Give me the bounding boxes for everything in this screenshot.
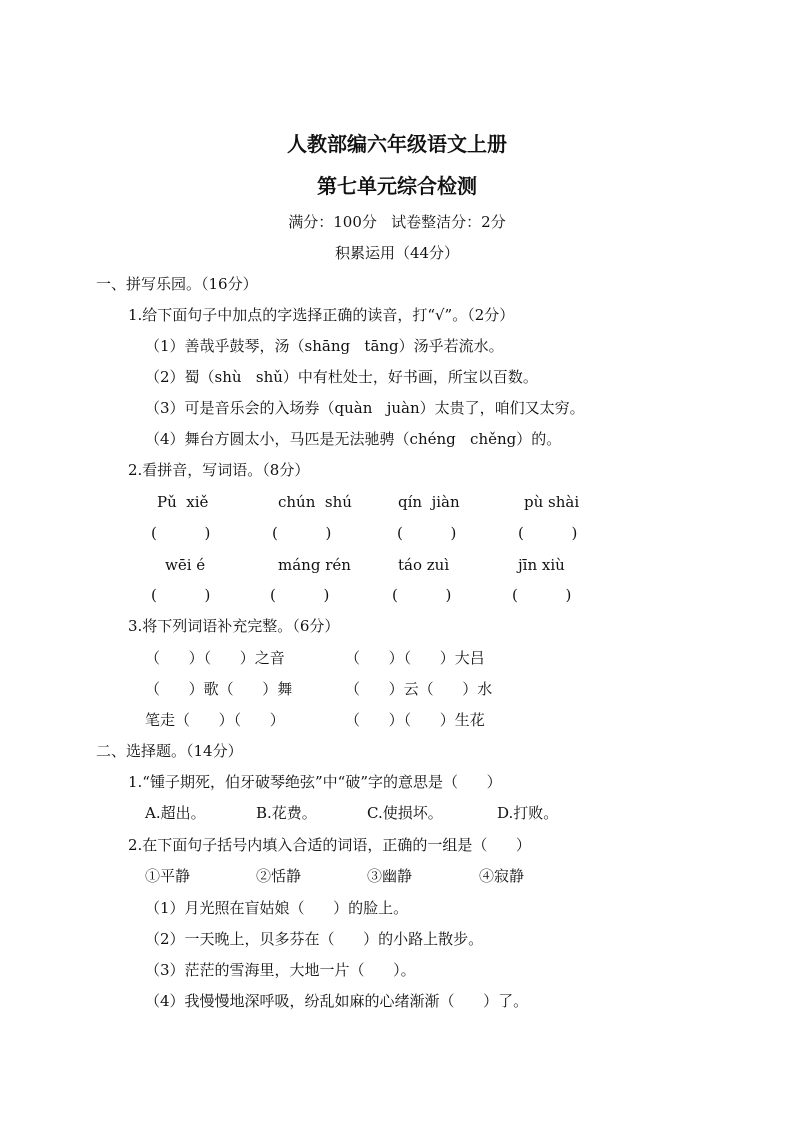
- q1-prompt: 1.给下面句子中加点的字选择正确的读音，打“√”。（2分）: [128, 306, 515, 324]
- answer-blank[interactable]: ( ): [512, 586, 572, 604]
- mc2-item: （3）茫茫的雪海里，大地一片（ ）。: [145, 961, 416, 979]
- answer-blank[interactable]: ( ): [397, 524, 457, 542]
- q1-item: （2）蜀（shù shǔ）中有杜处士，好书画，所宝以百数。: [145, 368, 538, 386]
- q1-item: （1）善哉乎鼓琴，汤（shāng tāng）汤乎若流水。: [145, 337, 504, 355]
- answer-blank[interactable]: ( ): [392, 586, 452, 604]
- q2-prompt: 2.看拼音，写词语。（8分）: [128, 461, 310, 479]
- mc2-item: （2）一天晚上，贝多芬在（ ）的小路上散步。: [145, 930, 484, 948]
- q1-item: （4）舞台方圆太小，马匹是无法驰骋（chéng chěng）的。: [145, 430, 562, 448]
- pinyin-label: wēi é: [165, 556, 206, 574]
- part2-heading: 二、选择题。（14分）: [96, 742, 243, 760]
- pinyin-label: táo zuì: [398, 556, 450, 574]
- part1-heading: 一、拼写乐园。（16分）: [96, 275, 258, 293]
- pinyin-label: jīn xiù: [518, 556, 565, 574]
- idiom-fill[interactable]: （ ）（ ）之音: [145, 649, 285, 667]
- pinyin-label: pù shài: [524, 493, 580, 511]
- mc-option[interactable]: D.打败。: [497, 804, 559, 822]
- mc-option[interactable]: B.花费。: [256, 804, 317, 822]
- mc2-item: （4）我慢慢地深呼吸，纷乱如麻的心绪渐渐（ ）了。: [145, 992, 529, 1010]
- pinyin-label: chún shú: [278, 493, 352, 511]
- idiom-fill[interactable]: （ ）（ ）大吕: [345, 649, 485, 667]
- answer-blank[interactable]: ( ): [272, 524, 332, 542]
- page-title: 人教部编六年级语文上册: [287, 132, 507, 156]
- mc1-prompt: 1.“锺子期死，伯牙破琴绝弦”中“破”字的意思是（ ）: [128, 773, 502, 791]
- answer-blank[interactable]: ( ): [518, 524, 578, 542]
- q1-item: （3）可是音乐会的入场券（quàn juàn）太贵了，咱们又太穷。: [145, 399, 585, 417]
- mc2-prompt: 2.在下面句子括号内填入合适的词语，正确的一组是（ ）: [128, 836, 531, 854]
- idiom-fill[interactable]: （ ）云（ ）水: [345, 680, 493, 698]
- page-subtitle: 第七单元综合检测: [317, 174, 477, 198]
- answer-blank[interactable]: ( ): [270, 586, 330, 604]
- score-info: 满分：100分 试卷整洁分：2分: [288, 213, 506, 231]
- idiom-fill[interactable]: （ ）（ ）生花: [345, 711, 485, 729]
- mc2-item: （1）月光照在盲姑娘（ ）的脸上。: [145, 899, 409, 917]
- answer-blank[interactable]: ( ): [151, 524, 211, 542]
- pinyin-label: qín jiàn: [398, 493, 460, 511]
- section-heading: 积累运用（44分）: [334, 244, 460, 262]
- mc-option[interactable]: A.超出。: [145, 804, 206, 822]
- mc-option[interactable]: C.使损坏。: [367, 804, 443, 822]
- mc-option[interactable]: ②恬静: [256, 867, 302, 885]
- answer-blank[interactable]: ( ): [151, 586, 211, 604]
- mc-option[interactable]: ③幽静: [367, 867, 413, 885]
- q3-prompt: 3.将下列词语补充完整。（6分）: [128, 617, 340, 635]
- pinyin-label: máng rén: [278, 556, 351, 574]
- mc-option[interactable]: ①平静: [145, 867, 191, 885]
- idiom-fill[interactable]: （ ）歌（ ）舞: [145, 680, 293, 698]
- idiom-fill[interactable]: 笔走（ ）（ ）: [145, 711, 285, 729]
- pinyin-label: Pǔ xiě: [157, 493, 209, 511]
- mc-option[interactable]: ④寂静: [479, 867, 525, 885]
